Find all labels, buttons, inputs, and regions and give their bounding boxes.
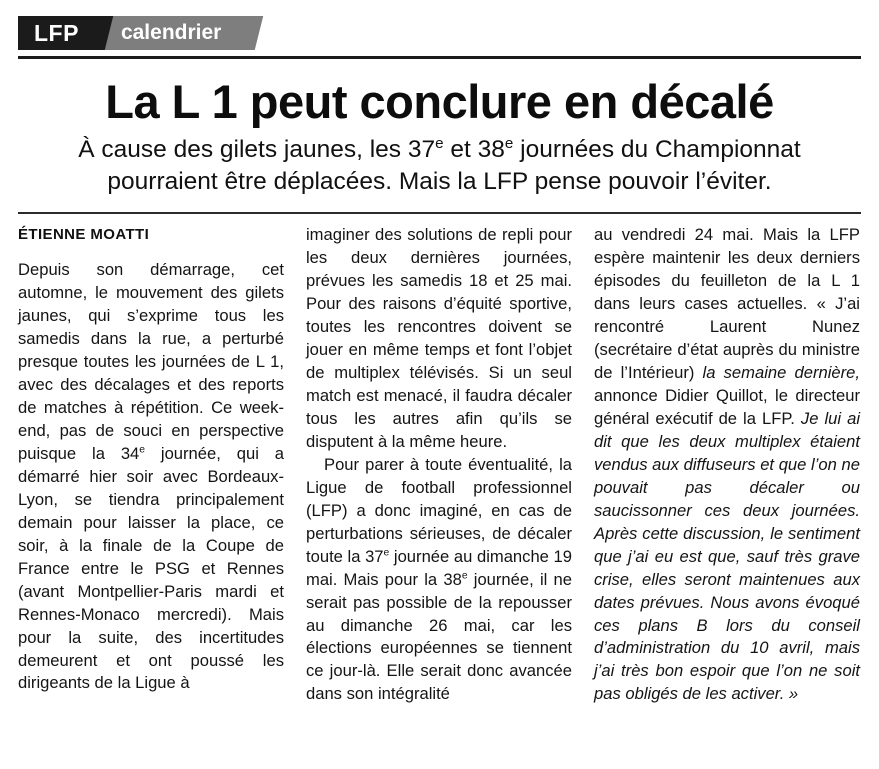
column-1-paragraph-1 [18,259,284,695]
masthead-tag-row [18,16,861,50]
column-3 [594,224,860,706]
top-rule [18,56,861,59]
col2-text-a: Pour parer à toute éventualité, la Ligue de football professionnel (LFP) a donc imaginé, en cas de perturbations sérieuses, de décaler toute la 37 [306,454,572,566]
col3-attribution: annonce Didier Quillot, le directeur général exécutif de la LFP. [594,385,860,428]
standfirst-ordinal-2: e [504,135,514,153]
column-2-paragraph-1: imaginer des solutions de repli pour les deux dernières journées, prévues les samedis 18 et 25 mai. Pour des raisons d’équité sportive, toutes les rencontres doivent se jouer en même temps et font l’objet de multiplex télévisés. Si un seul match est menacé, il faudra décaler tous les autres afin qu’ils se disputent à la même heure. [306,225,572,451]
col1-ordinal: e [139,444,145,456]
article-page [0,16,879,769]
col1-text-a: Depuis son démarrage, cet automne, le mouvement des gilets jaunes, qui s’exprime tous les samedis dans la rue, a perturbé presque toutes les journées de L 1, avec des décalages et des reports de matches à répétition. Ce week-end, pas de souci en perspective puisque la 34 [18,260,284,463]
tag-row-filler [259,16,861,50]
standfirst [32,134,847,198]
standfirst-part-3: journées du Championnat [513,136,801,164]
section-tag-calendrier: calendrier [103,16,247,50]
standfirst-part-2: et 38 [443,136,505,164]
col2-text-c: journée, il ne serait pas possible de la repousser au dimanche 26 mai, car les élections européennes se tiennent ce jour-là. Elle serait donc avancée dans son intégralité [306,569,572,704]
col2-ordinal-2: e [461,570,468,582]
column-2-paragraph-2 [306,454,572,707]
col3-text-a: au vendredi 24 mai. Mais la LFP espère maintenir les deux derniers épisodes du feuilleton de la L 1 dans leurs cases actuelles. [594,225,860,313]
col3-quote-open: « J’ai rencontré Laurent Nunez (secrétaire d’état auprès du ministre de l’Intérieur) [594,293,860,382]
page-title: La L 1 peut conclure en décalé [105,75,774,128]
standfirst-rule [18,212,861,214]
section-tag-lfp: LFP [18,16,93,50]
col2-text-b: journée au dimanche 19 mai. Mais pour la 38 [306,546,572,589]
column-1 [18,224,284,706]
standfirst-ordinal-1: e [435,135,444,153]
col3-italic-1: la semaine dernière, [702,362,860,382]
col2-ordinal-1: e [383,547,390,559]
standfirst-part-1: À cause des gilets jaunes, les 37 [78,136,436,164]
column-2 [306,224,572,706]
column-3-paragraph-1 [594,224,860,706]
article-columns [18,224,861,706]
col3-italic-2: Je lui ai dit que les deux multiplex étaient vendus aux diffuseurs et que l’on ne pouvait pas décaler ou saucissonner ces deux journées. Après cette discussion, le sentiment que j’ai eu est que, sauf très grave crise, elles seront maintenues aux dates prévues. Nous avons évoqué ces plans B lors du conseil d’administration du 10 avril, mais j’ai très bon espoir que l’on ne soit pas obligés de les activer. » [594,408,861,704]
byline: ÉTIENNE MOATTI [18,226,150,244]
standfirst-line-2: pourraient être déplacées. Mais la LFP pense pouvoir l’éviter. [107,168,772,196]
col1-text-b: journée, qui a démarré hier soir avec Bordeaux-Lyon, se tiendra principalement demain pour laisser la place, ce soir, à la finale de la Coupe de France entre le PSG et Rennes (avant Montpellier-Paris mardi et Rennes-Monaco mercredi). Mais pour la suite, des incertitudes demeurent et ont poussé les dirigeants de la Ligue à [18,443,284,693]
